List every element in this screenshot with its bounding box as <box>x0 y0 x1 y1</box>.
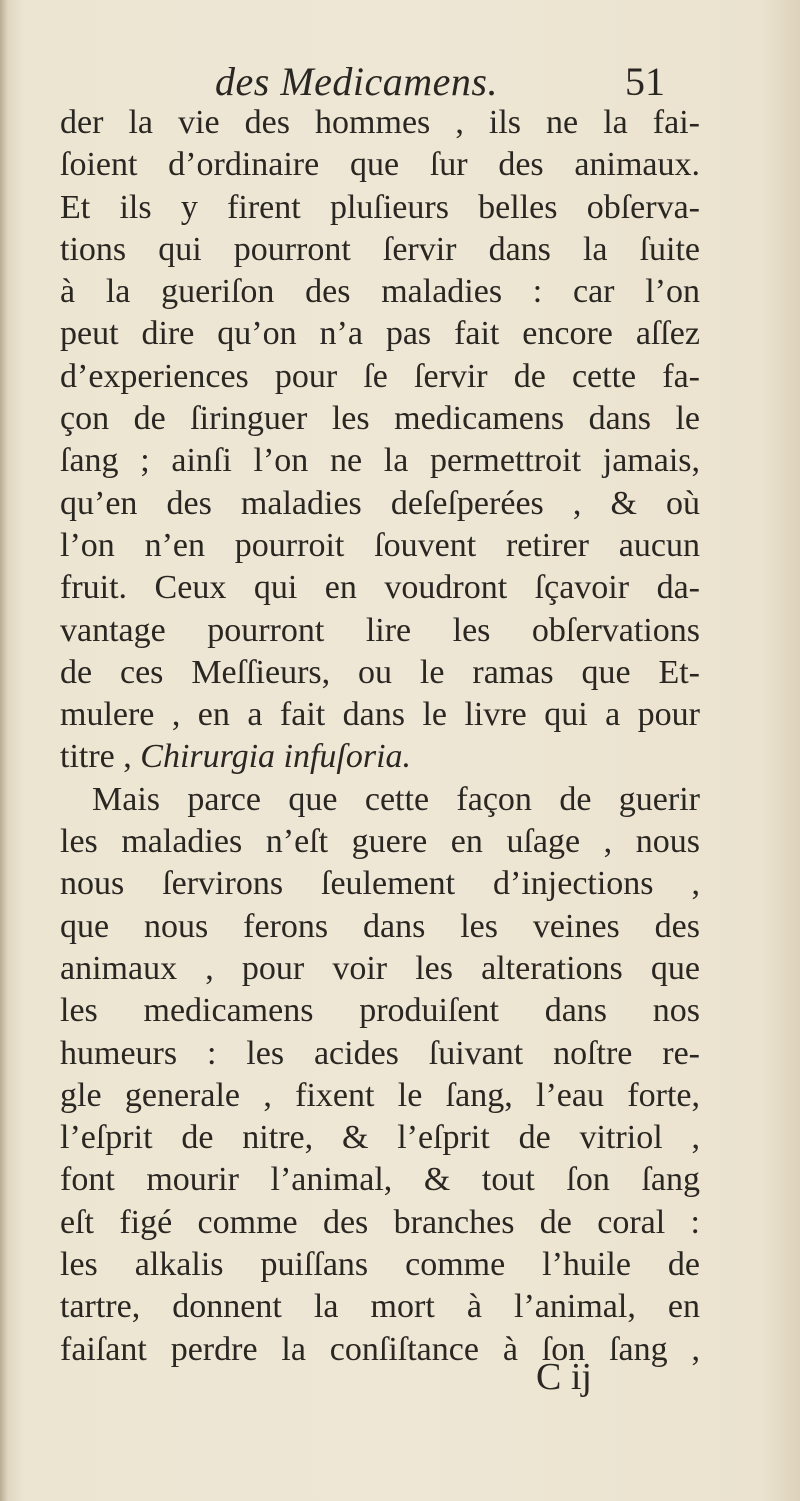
text-line: les medicamens produiſent dans nos <box>60 992 700 1030</box>
text-line: faiſant perdre la conſiſtance à ſon ſang , <box>60 1330 700 1368</box>
text-line: que nous ferons dans les veines des <box>60 907 700 945</box>
text-line: gle generale , fixent le ſang, l’eau forte, <box>60 1076 700 1114</box>
text-line: vantage pourront lire les obſervations <box>60 611 700 649</box>
text-line: font mourir l’animal, & tout ſon ſang <box>60 1161 700 1199</box>
text-line: fruit. Ceux qui en voudront ſçavoir da- <box>60 569 700 607</box>
text-line: tions qui pourront ſervir dans la ſuite <box>60 230 700 268</box>
text-line: ſang ; ainſi l’on ne la permettroit jamais, <box>60 442 700 480</box>
text-line: à la gueriſon des maladies : car l’on <box>60 273 700 311</box>
text-line: humeurs : les acides ſuivant noſtre re- <box>60 1034 700 1072</box>
text-line: tartre, donnent la mort à l’animal, en <box>60 1288 700 1326</box>
text-line: l’on n’en pourroit ſouvent retirer aucun <box>60 526 700 564</box>
text-line: Mais parce que cette façon de guerir <box>92 780 700 818</box>
text-line: qu’en des maladies deſeſperées , & où <box>60 484 700 522</box>
running-title: des Medicamens. <box>215 59 498 104</box>
page-spine-shadow <box>0 0 8 1501</box>
text-line-prefix: titre , <box>60 738 141 776</box>
text-line: animaux , pour voir les alterations que <box>60 949 700 987</box>
signature-mark: C ij <box>536 1356 592 1398</box>
text-line: de ces Meſſieurs, ou le ramas que Et- <box>60 653 700 691</box>
text-line: les alkalis puiſſans comme l’huile de <box>60 1246 700 1284</box>
text-line <box>60 736 700 778</box>
book-title-citation: Chirurgia infuſoria. <box>140 738 412 776</box>
text-line: Et ils y firent pluſieurs belles obſerva- <box>60 188 700 226</box>
text-line: eſt figé comme des branches de coral : <box>60 1203 700 1241</box>
text-line: l’eſprit de nitre, & l’eſprit de vitriol , <box>60 1119 700 1157</box>
body-text <box>60 102 700 1371</box>
text-line: les maladies n’eſt guere en uſage , nous <box>60 823 700 861</box>
text-line: çon de ſiringuer les medicamens dans le <box>60 400 700 438</box>
text-line: ſoient d’ordinaire que ſur des animaux. <box>60 146 700 184</box>
text-line: mulere , en a fait dans le livre qui a pour <box>60 696 700 734</box>
text-line: peut dire qu’on n’a pas fait encore aſſez <box>60 315 700 353</box>
page-number: 51 <box>625 59 665 104</box>
page-header <box>0 58 800 108</box>
text-line: d’experiences pour ſe ſervir de cette fa- <box>60 357 700 395</box>
text-line: der la vie des hommes , ils ne la fai- <box>60 104 700 141</box>
text-line: nous ſervirons ſeulement d’injections , <box>60 865 700 903</box>
